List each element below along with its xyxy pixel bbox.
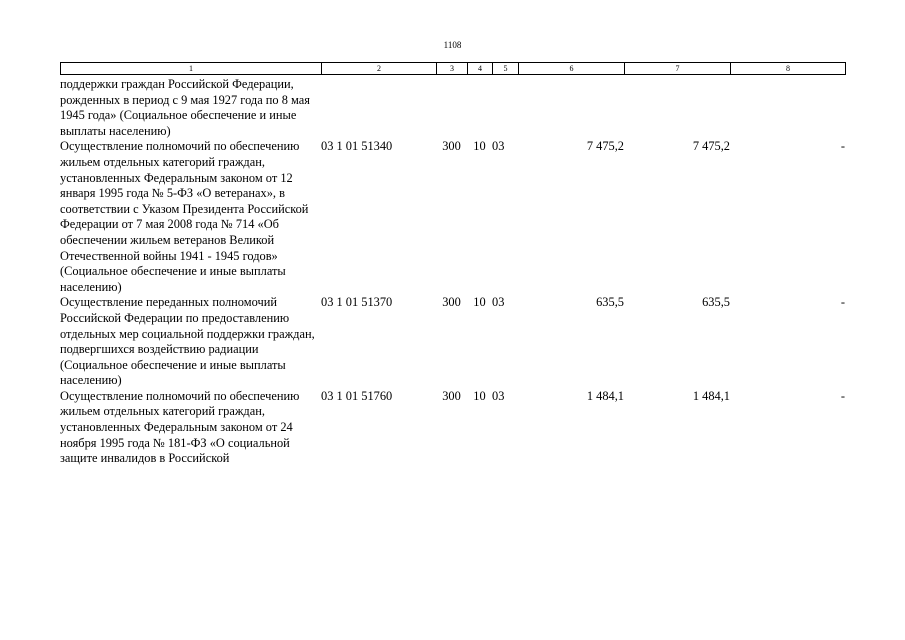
row-pr: 03 <box>492 139 505 154</box>
column-header-1: 1 <box>61 63 322 75</box>
table-row <box>60 389 845 467</box>
table-row <box>60 295 845 389</box>
row-kvr: 300 <box>442 139 461 154</box>
row-code: 03 1 01 51760 <box>321 388 393 403</box>
budget-table <box>60 77 845 467</box>
column-header-5: 5 <box>493 63 519 75</box>
page-number: 1108 <box>443 40 462 50</box>
row-sum-1 <box>518 77 624 139</box>
column-header-3: 3 <box>437 63 468 75</box>
row-rz <box>467 77 492 139</box>
row-sum-2 <box>624 77 730 139</box>
row-rz: 10 <box>473 295 486 310</box>
column-header-row <box>60 62 846 75</box>
row-rz: 10 <box>473 139 486 154</box>
table-row <box>60 139 845 295</box>
row-name: Осуществление полномочий по обеспечению жильем отдельных категорий граждан, установленных Федеральным законом от 24 ноября 1995 года № 181-ФЗ «О социальной защите инвалидов в Российской <box>60 388 300 466</box>
row-sum-2: 1 484,1 <box>692 388 730 403</box>
row-sum-3 <box>730 77 845 139</box>
row-sum-3: - <box>840 388 845 403</box>
row-kvr <box>436 77 467 139</box>
row-code: 03 1 01 51370 <box>321 295 393 310</box>
row-kvr: 300 <box>442 295 461 310</box>
row-sum-1: 635,5 <box>596 295 624 310</box>
row-sum-1: 7 475,2 <box>586 139 624 154</box>
row-name: поддержки граждан Российской Федерации, рожденных в период с 9 мая 1927 года по 8 мая 1945 года» (Социальное обеспечение и иные выплаты населению) <box>60 77 310 138</box>
row-sum-2: 635,5 <box>702 295 730 310</box>
row-pr <box>492 77 518 139</box>
row-name: Осуществление переданных полномочий Российской Федерации по предоставлению отдельных мер социальной поддержки граждан, подвергшихся воздействию радиации (Социальное обеспечение и иные выплаты населению) <box>60 295 315 388</box>
table-row <box>60 77 845 139</box>
row-code: 03 1 01 51340 <box>321 139 393 154</box>
row-sum-1: 1 484,1 <box>586 388 624 403</box>
row-name: Осуществление полномочий по обеспечению жильем отдельных категорий граждан, установленных Федеральным законом от 12 января 1995 года № 5-ФЗ «О ветеранах», в соответствии с Указом Президента Российской Федерации от 7 мая 2008 года № 714 «Об обеспечении жильем ветеранов Великой Отечественной войны 1941 - 1945 годов» (Социальное обеспечение и иные выплаты населению) <box>60 139 309 294</box>
column-header-2: 2 <box>322 63 437 75</box>
row-pr: 03 <box>492 388 505 403</box>
row-sum-3: - <box>840 139 845 154</box>
row-kvr: 300 <box>442 388 461 403</box>
column-header-6: 6 <box>519 63 625 75</box>
column-header-7: 7 <box>625 63 731 75</box>
column-header-8: 8 <box>731 63 846 75</box>
row-rz: 10 <box>473 388 486 403</box>
row-pr: 03 <box>492 295 505 310</box>
column-header-4: 4 <box>468 63 493 75</box>
row-code <box>321 77 436 139</box>
row-sum-3: - <box>840 295 845 310</box>
row-sum-2: 7 475,2 <box>692 139 730 154</box>
